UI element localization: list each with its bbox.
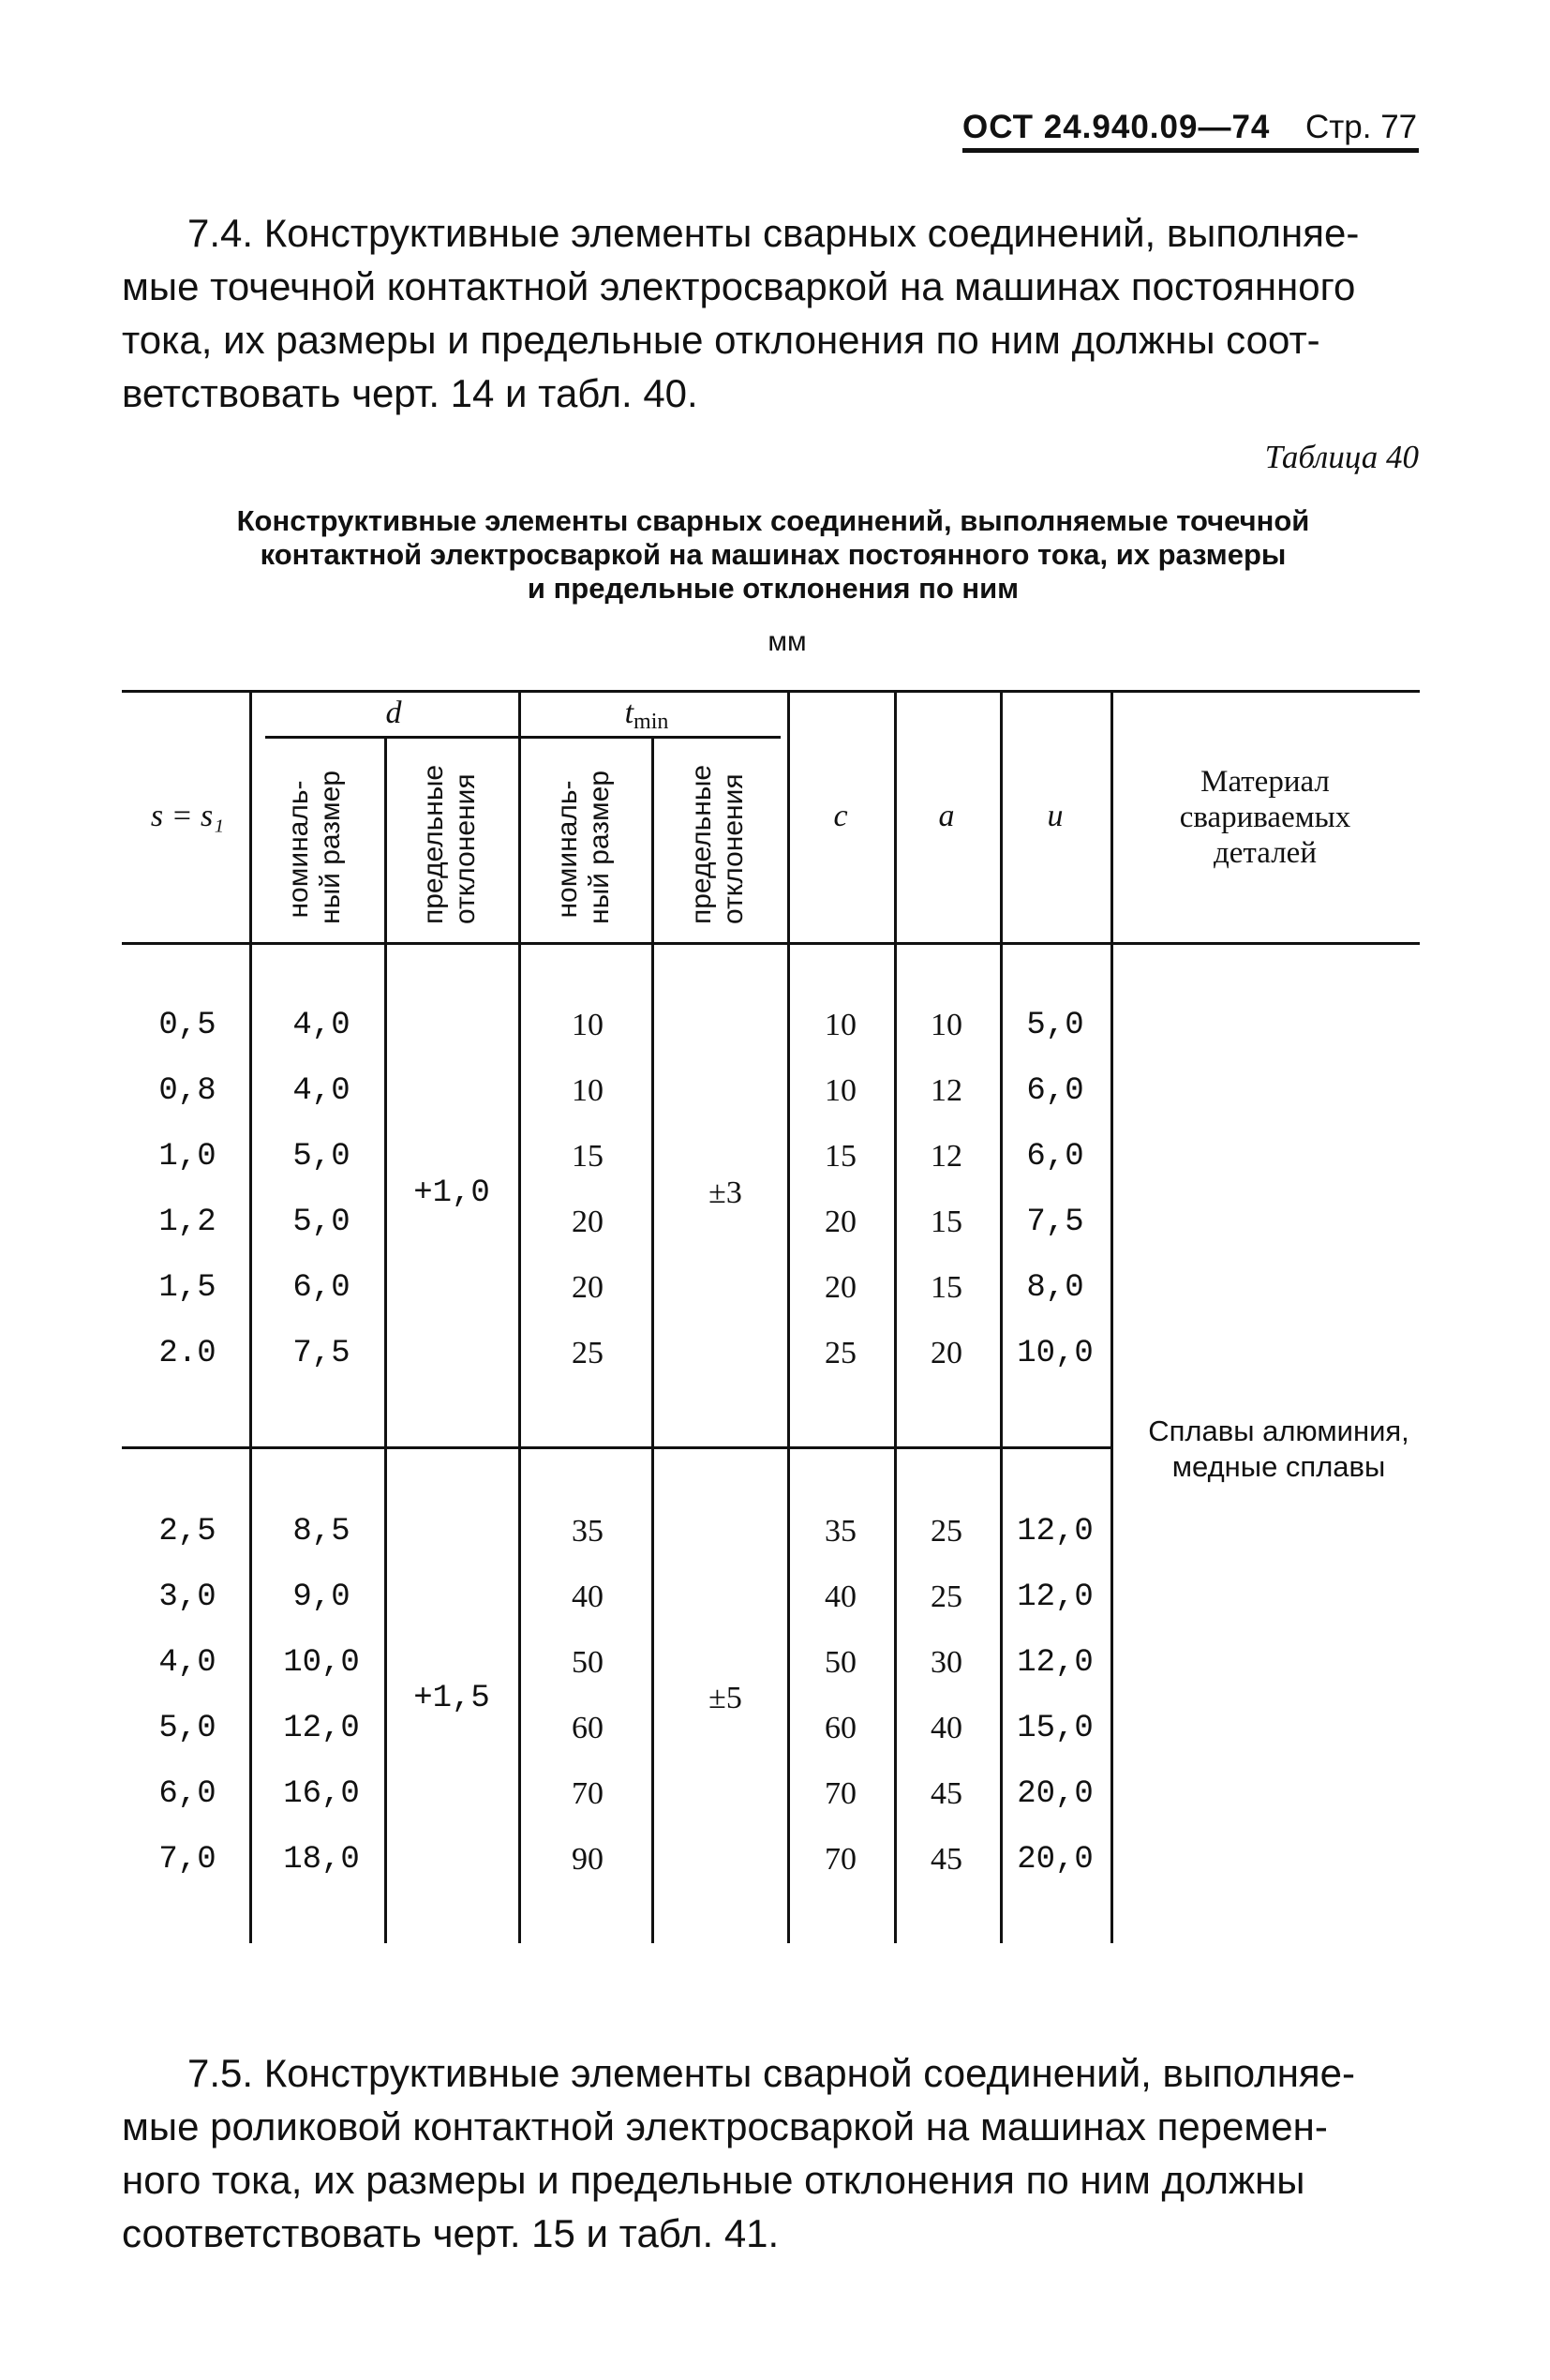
cell-u: 7,5	[1026, 1205, 1084, 1240]
column-rule	[384, 737, 387, 1943]
cell-c: 35	[825, 1514, 857, 1549]
cell-a: 25	[931, 1514, 962, 1549]
header-d: d	[385, 696, 402, 730]
cell-u: 12,0	[1017, 1514, 1094, 1549]
table-caption	[141, 504, 1406, 606]
cell-c: 20	[825, 1270, 857, 1305]
paragraph-line: тока, их размеры и предельные отклонения по ним должны соот-	[122, 318, 1320, 362]
cell-u: 8,0	[1026, 1270, 1084, 1306]
header-s: s = s₁	[150, 799, 225, 833]
cell-a: 45	[931, 1842, 962, 1877]
header-a: a	[938, 799, 955, 833]
table-label: Таблица 40	[1264, 439, 1419, 475]
cell-s: 3,0	[158, 1579, 216, 1615]
d-deviation-group-2: +1,5	[413, 1681, 490, 1716]
cell-t-nominal: 20	[572, 1270, 604, 1305]
header-bottom-rule	[122, 942, 1420, 945]
cell-t-nominal: 25	[572, 1336, 604, 1370]
cell-a: 25	[931, 1579, 962, 1614]
t-deviation-group-2: ±5	[708, 1681, 742, 1715]
column-rule	[249, 692, 252, 1943]
cell-c: 60	[825, 1711, 857, 1745]
cell-d-nominal: 18,0	[283, 1842, 360, 1878]
header-rule	[962, 148, 1419, 153]
cell-t-nominal: 10	[572, 1008, 604, 1042]
header-c: c	[833, 799, 848, 833]
cell-d-nominal: 10,0	[283, 1645, 360, 1681]
cell-s: 1,2	[158, 1205, 216, 1240]
cell-a: 12	[931, 1073, 962, 1108]
header-tmin	[590, 696, 703, 735]
material-cell: Сплавы алюминия, медные сплавы	[1148, 1415, 1409, 1483]
units-label: мм	[768, 626, 807, 657]
cell-s: 6,0	[158, 1776, 216, 1812]
group-divider-rule	[122, 1446, 1110, 1449]
cell-s: 1,5	[158, 1270, 216, 1306]
column-rule	[651, 737, 654, 1943]
cell-c: 70	[825, 1842, 857, 1877]
paragraph-line: ного тока, их размеры и предельные отклонения по ним должны	[122, 2158, 1305, 2202]
paragraph-line: 7.5. Конструктивные элементы сварной соединений, выполняе-	[187, 2051, 1355, 2095]
paragraph-7-4	[122, 206, 1420, 420]
cell-t-nominal: 50	[572, 1645, 604, 1680]
cell-s: 2,5	[158, 1514, 216, 1549]
header-d-deviation-text: предельные отклонения	[418, 764, 481, 924]
cell-d-nominal: 4,0	[292, 1073, 350, 1109]
caption-line: Конструктивные элементы сварных соединений, выполняемые точечной	[236, 504, 1310, 537]
paragraph-line: мые точечной контактной электросваркой на машинах постоянного	[122, 264, 1356, 308]
cell-u: 12,0	[1017, 1579, 1094, 1615]
column-rule	[1110, 692, 1113, 1943]
cell-t-nominal: 60	[572, 1711, 604, 1745]
cell-s: 0,8	[158, 1073, 216, 1109]
caption-line: контактной электросваркой на машинах постоянного тока, их размеры	[260, 538, 1287, 571]
table-top-rule	[122, 690, 1420, 693]
cell-u: 10,0	[1017, 1336, 1094, 1371]
cell-t-nominal: 20	[572, 1205, 604, 1239]
cell-s: 5,0	[158, 1711, 216, 1746]
header-material: Материал свариваемых деталей	[1179, 765, 1351, 870]
cell-d-nominal: 5,0	[292, 1139, 350, 1175]
header-t-nominal	[552, 770, 619, 924]
cell-s: 0,5	[158, 1008, 216, 1043]
cell-c: 20	[825, 1205, 857, 1239]
cell-a: 15	[931, 1205, 962, 1239]
cell-d-nominal: 6,0	[292, 1270, 350, 1306]
header-t-deviation-text: предельные отклонения	[686, 764, 749, 924]
header-subrule-d	[265, 736, 518, 739]
cell-a: 40	[931, 1711, 962, 1745]
cell-u: 6,0	[1026, 1139, 1084, 1175]
header-t-nominal-text: номиналь- ный размер	[552, 770, 615, 924]
cell-d-nominal: 5,0	[292, 1205, 350, 1240]
header-d-nominal-text: номиналь- ный размер	[283, 770, 346, 924]
cell-s: 2.0	[158, 1336, 216, 1371]
header-u: u	[1047, 799, 1064, 833]
cell-c: 15	[825, 1139, 857, 1174]
header-t-deviation	[686, 764, 753, 924]
column-rule	[518, 692, 521, 1943]
cell-a: 15	[931, 1270, 962, 1305]
cell-t-nominal: 40	[572, 1579, 604, 1614]
cell-u: 6,0	[1026, 1073, 1084, 1109]
header-d-nominal	[283, 770, 350, 924]
page-number: Стр. 77	[1305, 109, 1418, 145]
column-rule	[1000, 692, 1003, 1943]
column-rule	[894, 692, 897, 1943]
cell-a: 12	[931, 1139, 962, 1174]
cell-t-nominal: 35	[572, 1514, 604, 1549]
header-subrule-t	[518, 736, 781, 739]
cell-a: 10	[931, 1008, 962, 1042]
cell-d-nominal: 8,5	[292, 1514, 350, 1549]
cell-d-nominal: 4,0	[292, 1008, 350, 1043]
cell-t-nominal: 90	[572, 1842, 604, 1877]
column-rule	[787, 692, 790, 1943]
cell-s: 1,0	[158, 1139, 216, 1175]
document-number: ОСТ 24.940.09—74	[962, 109, 1271, 145]
paragraph-line: соответствовать черт. 15 и табл. 41.	[122, 2211, 780, 2255]
t-deviation-group-1: ±3	[708, 1175, 742, 1210]
paragraph-line: мые роликовой контактной электросваркой на машинах перемен-	[122, 2104, 1328, 2148]
cell-u: 5,0	[1026, 1008, 1084, 1043]
cell-s: 7,0	[158, 1842, 216, 1878]
cell-d-nominal: 9,0	[292, 1579, 350, 1615]
cell-d-nominal: 7,5	[292, 1336, 350, 1371]
cell-u: 20,0	[1017, 1842, 1094, 1878]
cell-d-nominal: 16,0	[283, 1776, 360, 1812]
cell-t-nominal: 70	[572, 1776, 604, 1811]
cell-c: 70	[825, 1776, 857, 1811]
cell-a: 20	[931, 1336, 962, 1370]
header-tmin-subscript: min	[633, 710, 669, 734]
cell-c: 10	[825, 1008, 857, 1042]
cell-c: 50	[825, 1645, 857, 1680]
cell-c: 10	[825, 1073, 857, 1108]
paragraph-line: 7.4. Конструктивные элементы сварных соединений, выполняе-	[187, 211, 1360, 255]
paragraph-7-5	[122, 2046, 1420, 2260]
cell-a: 30	[931, 1645, 962, 1680]
cell-u: 20,0	[1017, 1776, 1094, 1812]
cell-s: 4,0	[158, 1645, 216, 1681]
cell-t-nominal: 15	[572, 1139, 604, 1174]
caption-line: и предельные отклонения по ним	[527, 572, 1020, 605]
cell-a: 45	[931, 1776, 962, 1811]
paragraph-line: ветствовать черт. 14 и табл. 40.	[122, 371, 698, 415]
cell-u: 15,0	[1017, 1711, 1094, 1746]
cell-c: 25	[825, 1336, 857, 1370]
header-tmin-symbol: t	[624, 696, 634, 730]
cell-t-nominal: 10	[572, 1073, 604, 1108]
d-deviation-group-1: +1,0	[413, 1175, 490, 1211]
cell-c: 40	[825, 1579, 857, 1614]
header-d-deviation	[418, 764, 485, 924]
cell-d-nominal: 12,0	[283, 1711, 360, 1746]
cell-u: 12,0	[1017, 1645, 1094, 1681]
